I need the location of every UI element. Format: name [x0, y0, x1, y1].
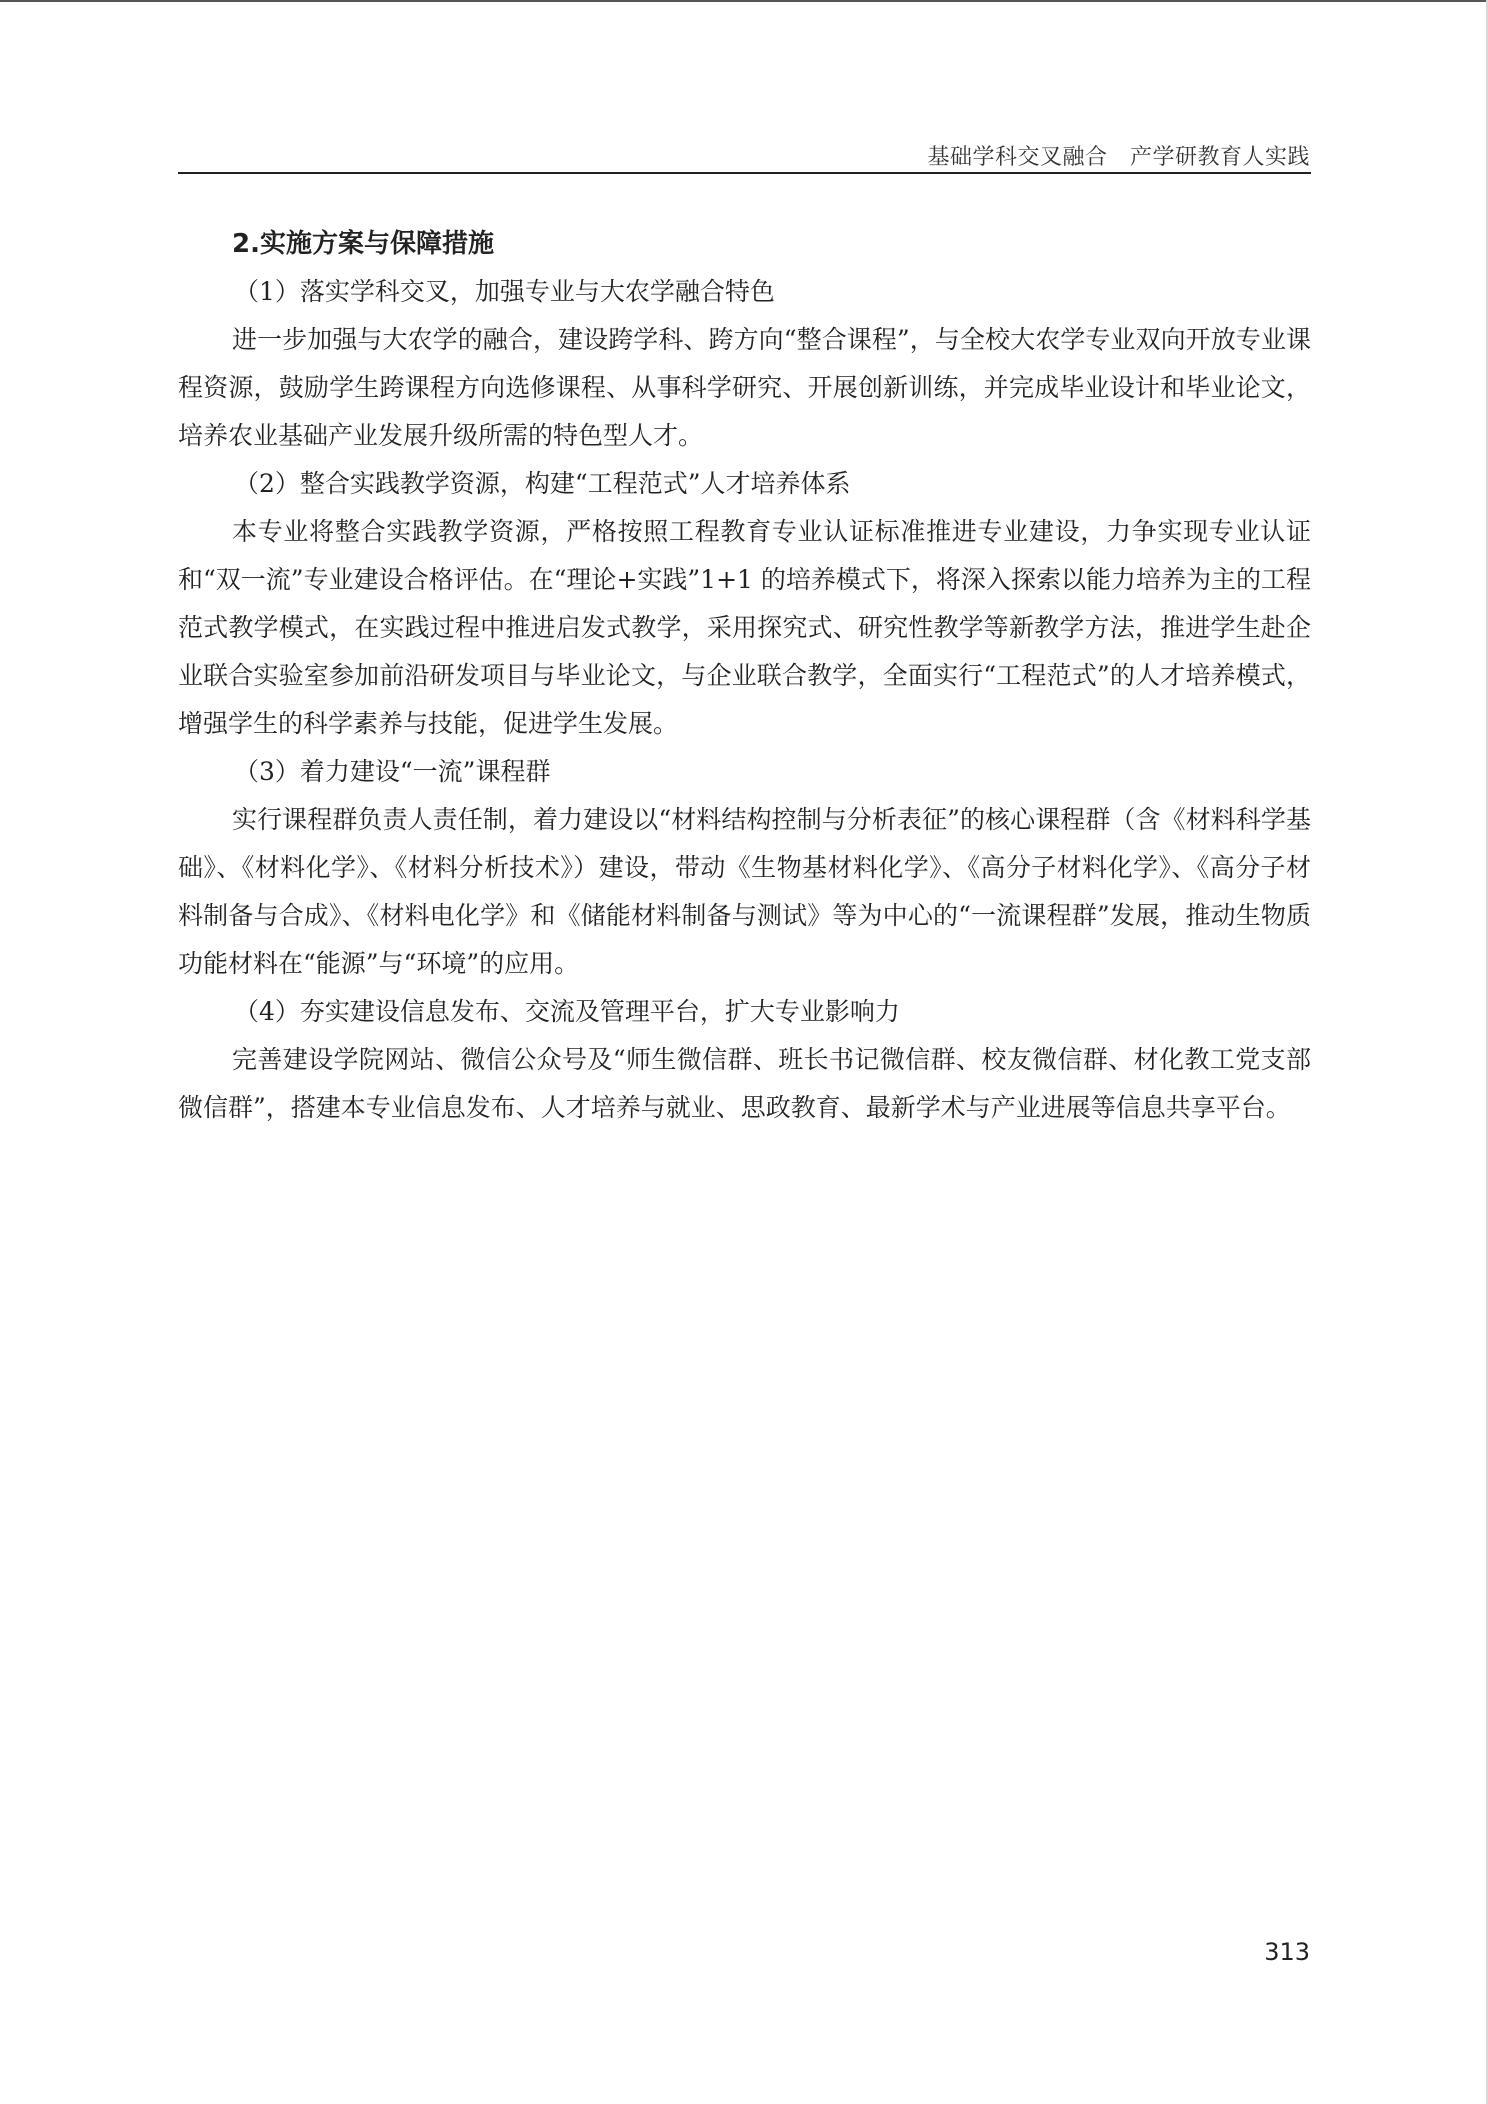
- subheading-4: （4）夯实建设信息发布、交流及管理平台，扩大专业影响力: [234, 997, 900, 1026]
- body-content: [178, 220, 1311, 1132]
- running-header: 基础学科交叉融合 产学研教育人实践: [927, 145, 1310, 170]
- paragraph-3: 实行课程群负责人责任制，着力建设以“材料结构控制与分析表征”的核心课程群（含《材料科学基础》、《材料化学》、《材料分析技术》）建设，带动《生物基材料化学》、《高分子材料化学》、《高分子材料制备与合成》、《材料电化学》和《储能材料制备与测试》等为中心的“一流课程群”发展，推动生物质功能材料在“能源”与“环境”的应用。: [178, 805, 1311, 978]
- paragraph-2: 本专业将整合实践教学资源，严格按照工程教育专业认证标准推进专业建设，力争实现专业认证和“双一流”专业建设合格评估。在“理论+实践”1+1 的培养模式下，将深入探索以能力培养为主的工程范式教学模式，在实践过程中推进启发式教学，采用探究式、研究性教学等新教学方法，推进学生赴企业联合实验室参加前沿研发项目与毕业论文，与企业联合教学，全面实行“工程范式”的人才培养模式，增强学生的科学素养与技能，促进学生发展。: [178, 517, 1311, 738]
- header-rule: [178, 172, 1311, 174]
- subheading-3: （3）着力建设“一流”课程群: [234, 757, 551, 786]
- paragraph-1: 进一步加强与大农学的融合，建设跨学科、跨方向“整合课程”，与全校大农学专业双向开放专业课程资源，鼓励学生跨课程方向选修课程、从事科学研究、开展创新训练，并完成毕业设计和毕业论文，培养农业基础产业发展升级所需的特色型人才。: [178, 325, 1311, 450]
- paragraph-4: 完善建设学院网站、微信公众号及“师生微信群、班长书记微信群、校友微信群、材化教工党支部微信群”，搭建本专业信息发布、人才培养与就业、思政教育、最新学术与产业进展等信息共享平台。: [178, 1045, 1311, 1122]
- section-heading: 2.实施方案与保障措施: [232, 229, 494, 259]
- subheading-2: （2）整合实践教学资源，构建“工程范式”人才培养体系: [234, 469, 851, 498]
- subheading-1: （1）落实学科交叉，加强专业与大农学融合特色: [234, 277, 775, 306]
- page-top-border: [0, 0, 1488, 2]
- page-number: 313: [1264, 1938, 1310, 1966]
